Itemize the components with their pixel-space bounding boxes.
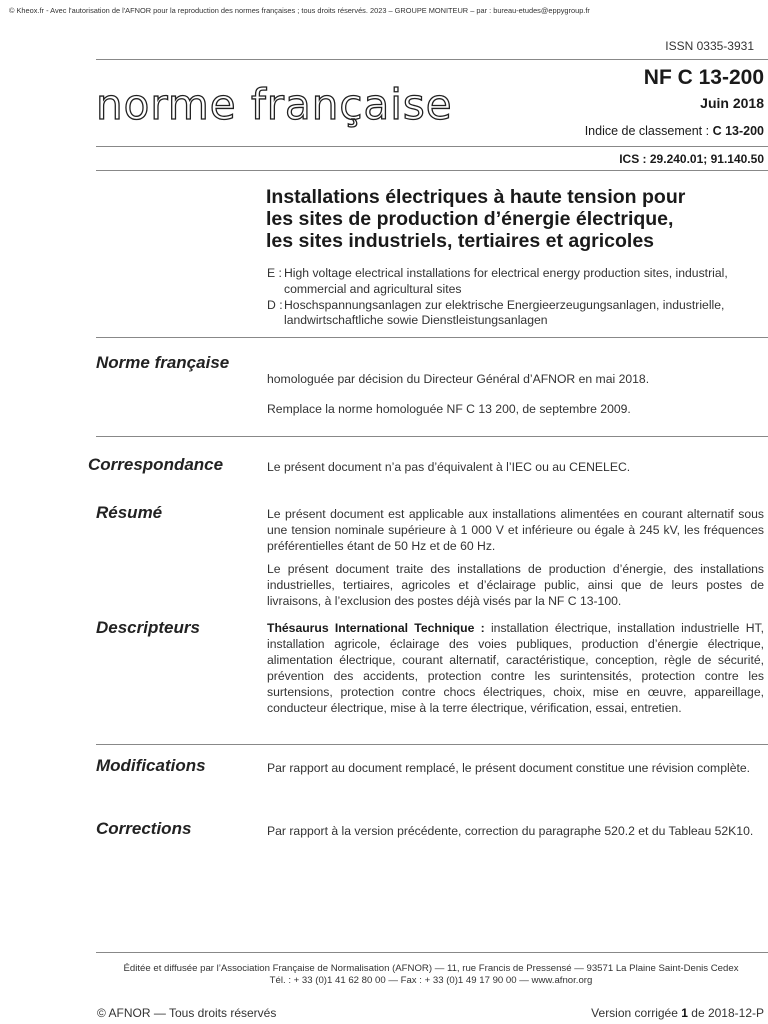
language-code: D : [267, 297, 283, 312]
section-label-norme: Norme française [96, 353, 230, 372]
section-divider [96, 436, 768, 437]
section-divider [96, 337, 768, 338]
translation-text: High voltage electrical installations for electrical energy production sites, industrial, commercial and agricultural sites [284, 266, 728, 296]
correspondance-text: Le présent document n’a pas d’équivalent à l’IEC ou au CENELEC. [267, 460, 631, 474]
standard-number: NF C 13-200 [643, 66, 764, 89]
section-text-norme [267, 371, 764, 424]
version-suffix: de 2018-12-P [691, 1006, 764, 1020]
section-label-modifications: Modifications [96, 756, 206, 775]
section-divider [96, 744, 768, 745]
section-text-corrections [267, 823, 764, 846]
translation-english [267, 266, 747, 298]
replaces-text: Remplace la norme homologuée NF C 13 200, de septembre 2009. [267, 402, 631, 416]
version-prefix: Version corrigée [591, 1006, 678, 1020]
section-label-descripteurs: Descripteurs [96, 618, 200, 637]
classement-label: Indice de classement : [584, 124, 710, 138]
issn-number: ISSN 0335-3931 [665, 39, 754, 53]
version-number: 1 [681, 1006, 688, 1020]
thesaurus-lead: Thésaurus International Technique : [267, 621, 485, 635]
ics-codes: ICS : 29.240.01; 91.140.50 [619, 152, 764, 166]
title-line: les sites industriels, tertiaires et agricoles [266, 230, 655, 252]
language-code: E : [267, 266, 282, 280]
afnor-copyright: © AFNOR — Tous droits réservés [97, 1006, 277, 1020]
ics-divider [96, 170, 768, 171]
section-text-resume [267, 506, 764, 616]
norme-francaise-wordmark: norme française [96, 80, 453, 129]
section-label-corrections: Corrections [96, 819, 192, 838]
title-translations [267, 266, 747, 329]
modifications-text: Par rapport au document remplacé, le présent document constitue une révision complète. [267, 761, 751, 775]
header-divider-2 [96, 146, 768, 147]
publisher-info [96, 963, 766, 987]
title-line: Installations électriques à haute tension pour [266, 186, 686, 208]
section-label-resume: Résumé [96, 503, 163, 522]
version-info [591, 1006, 764, 1020]
publisher-contact: Tél. : + 33 (0)1 41 62 80 00 — Fax : + 33 (0)1 49 17 90 00 — www.afnor.org [269, 975, 593, 986]
classement-value: C 13-200 [712, 124, 764, 138]
title-line: les sites de production d’énergie électrique, [266, 208, 674, 230]
top-copyright-notice: © Kheox.fr - Avec l'autorisation de l'AFNOR pour la reproduction des normes françaises ; tous droits réservés. 2023 – GROUPE MONITEUR – par : bureau-etudes@eppygroup.fr [9, 6, 590, 15]
translation-text: Hoschspannungsanlagen zur elektrische Energieerzeugungsanlagen, industrielle, landwirtschaftliche sowie Dienstleistungsanlagen [284, 297, 725, 328]
descriptors-list: installation électrique, installation industrielle HT, installation agricole, éclairage des voies publiques, production d’énergie électrique, alimentation électrique, courant alternatif, caractéristique, conception, règle de sécurité, prévention des accidents, protection contre les surintensités, protection contre les surtensions, protection contre chocs électriques, choix, mise en œuvre, appareillage, conducteur électrique, mise à la terre électrique, vérification, essai, entretien. [267, 621, 764, 715]
standard-date: Juin 2018 [700, 95, 764, 111]
section-label-correspondance: Correspondance [88, 455, 224, 474]
document-title [266, 186, 746, 252]
header-divider [96, 59, 768, 60]
section-text-modifications [267, 760, 764, 783]
publisher-address: Éditée et diffusée par l’Association Française de Normalisation (AFNOR) — 11, rue Francis de Pressensé — 93571 La Plaine Saint-Denis Cedex [123, 963, 739, 974]
resume-paragraph-2: Le présent document traite des installations de production d’énergie, des installations industrielles, tertiaires, agricoles et d’éclairage public, ainsi que de leurs postes de livraisons, à l’exclusion des postes déjà visés par la NF C 13-100. [267, 562, 764, 608]
classification-index [585, 124, 764, 138]
section-text-correspondance [267, 459, 764, 482]
section-text-descripteurs [267, 620, 764, 723]
resume-paragraph-1: Le présent document est applicable aux installations alimentées en courant alternatif sous une tension nominale supérieure à 1 000 V et inférieure ou égale à 245 kV, les fréquences préférentielles étant de 50 Hz et de 60 Hz. [267, 507, 764, 553]
footer-divider [96, 952, 768, 953]
corrections-text: Par rapport à la version précédente, correction du paragraphe 520.2 et du Tableau 52K10. [267, 824, 754, 838]
translation-german [267, 298, 747, 330]
homologation-text: homologuée par décision du Directeur Général d’AFNOR en mai 2018. [267, 372, 650, 386]
